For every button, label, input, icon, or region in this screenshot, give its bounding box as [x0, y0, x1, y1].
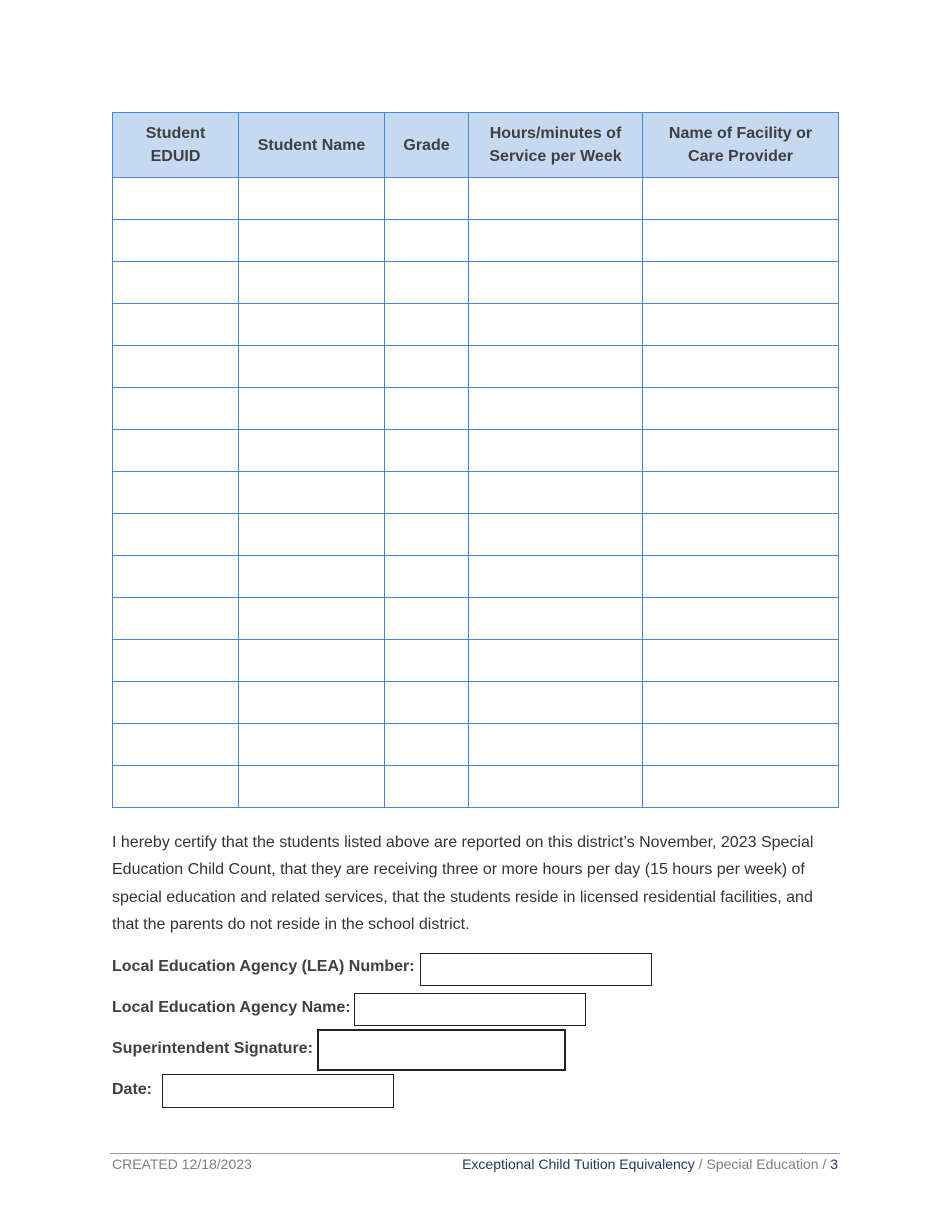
table-cell-name [239, 724, 385, 766]
date-field[interactable] [162, 1074, 394, 1108]
hours-cell-input[interactable] [469, 640, 642, 681]
eduid-cell-input[interactable] [113, 304, 238, 345]
table-cell-name [239, 262, 385, 304]
lea-number-field[interactable] [420, 953, 652, 986]
grade-cell-input[interactable] [385, 304, 468, 345]
table-cell-facility [643, 220, 839, 262]
facility-cell-input[interactable] [643, 766, 838, 807]
table-cell-facility [643, 682, 839, 724]
table-cell-facility [643, 472, 839, 514]
table-cell-hours [469, 724, 643, 766]
table-cell-name [239, 178, 385, 220]
grade-cell-input[interactable] [385, 766, 468, 807]
name-cell-input[interactable] [239, 514, 384, 555]
table-cell-facility [643, 766, 839, 808]
table-row [113, 514, 839, 556]
table-cell-eduid [113, 556, 239, 598]
table-cell-eduid [113, 598, 239, 640]
table-cell-name [239, 220, 385, 262]
eduid-cell-input[interactable] [113, 346, 238, 387]
table-cell-grade [385, 724, 469, 766]
name-cell-input[interactable] [239, 556, 384, 597]
eduid-cell-input[interactable] [113, 556, 238, 597]
certification-statement: I hereby certify that the students listed above are reported on this district’s November, 2023 Special Education Child Count, that they are receiving three or more hours per day (15 hours per week) of special education and related services, that the students reside in licensed residential facilities, and that the parents do not reside in the school district. [112, 834, 814, 933]
table-cell-name [239, 682, 385, 724]
table-row [113, 430, 839, 472]
hours-cell-input[interactable] [469, 724, 642, 765]
eduid-cell-input[interactable] [113, 430, 238, 471]
grade-cell-input[interactable] [385, 430, 468, 471]
table-row [113, 346, 839, 388]
table-row [113, 304, 839, 346]
name-cell-input[interactable] [239, 304, 384, 345]
table-cell-grade [385, 178, 469, 220]
table-cell-name [239, 598, 385, 640]
grade-cell-input[interactable] [385, 640, 468, 681]
table-cell-name [239, 514, 385, 556]
table-cell-facility [643, 346, 839, 388]
eduid-cell-input[interactable] [113, 598, 238, 639]
name-cell-input[interactable] [239, 220, 384, 261]
name-cell-input[interactable] [239, 388, 384, 429]
table-cell-name [239, 388, 385, 430]
grade-cell-input[interactable] [385, 724, 468, 765]
name-cell-input[interactable] [239, 430, 384, 471]
footer-created-date: CREATED 12/18/2023 [112, 1156, 252, 1172]
facility-cell-input[interactable] [643, 598, 838, 639]
table-cell-eduid [113, 178, 239, 220]
date-label: Date: [112, 1081, 153, 1098]
eduid-cell-input[interactable] [113, 178, 238, 219]
grade-cell-input[interactable] [385, 598, 468, 639]
name-cell-input[interactable] [239, 472, 384, 513]
table-cell-facility [643, 598, 839, 640]
table-cell-facility [643, 640, 839, 682]
name-cell-input[interactable] [239, 766, 384, 807]
facility-cell-input[interactable] [643, 220, 838, 261]
facility-cell-input[interactable] [643, 556, 838, 597]
table-cell-grade [385, 346, 469, 388]
lea-name-field[interactable] [354, 993, 586, 1026]
header-facility-name: Name of Facility or Care Provider [643, 113, 839, 178]
table-cell-name [239, 346, 385, 388]
table-row [113, 472, 839, 514]
hours-cell-input[interactable] [469, 598, 642, 639]
facility-cell-input[interactable] [643, 262, 838, 303]
table-row [113, 598, 839, 640]
table-cell-hours [469, 472, 643, 514]
hours-cell-input[interactable] [469, 514, 642, 555]
table-cell-name [239, 472, 385, 514]
grade-cell-input[interactable] [385, 346, 468, 387]
name-cell-input[interactable] [239, 598, 384, 639]
lea-name-label: Local Education Agency Name: [112, 999, 351, 1016]
table-cell-hours [469, 304, 643, 346]
table-cell-grade [385, 472, 469, 514]
footer-separator: / [698, 1156, 703, 1172]
table-cell-grade [385, 220, 469, 262]
hours-cell-input[interactable] [469, 430, 642, 471]
grade-cell-input[interactable] [385, 178, 468, 219]
header-service-hours: Hours/minutes of Service per Week [469, 113, 643, 178]
header-student-name: Student Name [239, 113, 385, 178]
table-cell-eduid [113, 430, 239, 472]
table-row [113, 388, 839, 430]
table-cell-eduid [113, 346, 239, 388]
header-grade: Grade [385, 113, 469, 178]
superintendent-signature-label: Superintendent Signature: [112, 1040, 313, 1057]
hours-cell-input[interactable] [469, 262, 642, 303]
eduid-cell-input[interactable] [113, 262, 238, 303]
eduid-cell-input[interactable] [113, 640, 238, 681]
facility-cell-input[interactable] [643, 724, 838, 765]
table-cell-hours [469, 388, 643, 430]
superintendent-signature-field[interactable] [317, 1029, 566, 1071]
footer-document-info [462, 1156, 838, 1172]
hours-cell-input[interactable] [469, 178, 642, 219]
table-cell-grade [385, 388, 469, 430]
table-row [113, 556, 839, 598]
facility-cell-input[interactable] [643, 514, 838, 555]
hours-cell-input[interactable] [469, 220, 642, 261]
name-cell-input[interactable] [239, 346, 384, 387]
table-cell-hours [469, 346, 643, 388]
table-cell-eduid [113, 388, 239, 430]
table-cell-eduid [113, 682, 239, 724]
table-cell-hours [469, 766, 643, 808]
table-cell-eduid [113, 472, 239, 514]
footer-divider [110, 1153, 840, 1154]
table-cell-grade [385, 640, 469, 682]
facility-cell-input[interactable] [643, 682, 838, 723]
table-cell-hours [469, 430, 643, 472]
facility-cell-input[interactable] [643, 430, 838, 471]
table-cell-grade [385, 682, 469, 724]
hours-cell-input[interactable] [469, 472, 642, 513]
facility-cell-input[interactable] [643, 178, 838, 219]
table-cell-facility [643, 262, 839, 304]
table-cell-eduid [113, 304, 239, 346]
hours-cell-input[interactable] [469, 766, 642, 807]
facility-cell-input[interactable] [643, 640, 838, 681]
footer-document-title: Exceptional Child Tuition Equivalency [462, 1156, 695, 1172]
table-cell-eduid [113, 262, 239, 304]
table-row [113, 178, 839, 220]
facility-cell-input[interactable] [643, 388, 838, 429]
table-cell-hours [469, 682, 643, 724]
table-cell-hours [469, 178, 643, 220]
table-cell-eduid [113, 514, 239, 556]
grade-cell-input[interactable] [385, 262, 468, 303]
footer-section: Special Education [706, 1156, 819, 1172]
hours-cell-input[interactable] [469, 682, 642, 723]
table-cell-eduid [113, 640, 239, 682]
table-cell-facility [643, 430, 839, 472]
table-cell-name [239, 766, 385, 808]
facility-cell-input[interactable] [643, 304, 838, 345]
grade-cell-input[interactable] [385, 388, 468, 429]
header-student-eduid: Student EDUID [113, 113, 239, 178]
name-cell-input[interactable] [239, 262, 384, 303]
facility-cell-input[interactable] [643, 472, 838, 513]
hours-cell-input[interactable] [469, 346, 642, 387]
eduid-cell-input[interactable] [113, 724, 238, 765]
grade-cell-input[interactable] [385, 556, 468, 597]
eduid-cell-input[interactable] [113, 220, 238, 261]
hours-cell-input[interactable] [469, 304, 642, 345]
table-cell-grade [385, 430, 469, 472]
name-cell-input[interactable] [239, 178, 384, 219]
table-cell-grade [385, 304, 469, 346]
table-cell-facility [643, 304, 839, 346]
table-cell-grade [385, 262, 469, 304]
name-cell-input[interactable] [239, 640, 384, 681]
table-cell-eduid [113, 220, 239, 262]
table-cell-facility [643, 724, 839, 766]
table-row [113, 766, 839, 808]
table-row [113, 640, 839, 682]
eduid-cell-input[interactable] [113, 514, 238, 555]
grade-cell-input[interactable] [385, 220, 468, 261]
table-row [113, 682, 839, 724]
grade-cell-input[interactable] [385, 514, 468, 555]
table-cell-grade [385, 514, 469, 556]
student-roster-table [112, 112, 839, 808]
name-cell-input[interactable] [239, 724, 384, 765]
table-cell-hours [469, 640, 643, 682]
table-header-row [113, 113, 839, 178]
name-cell-input[interactable] [239, 682, 384, 723]
table-cell-name [239, 430, 385, 472]
table-cell-eduid [113, 766, 239, 808]
eduid-cell-input[interactable] [113, 388, 238, 429]
table-cell-hours [469, 556, 643, 598]
facility-cell-input[interactable] [643, 346, 838, 387]
table-cell-name [239, 640, 385, 682]
table-cell-facility [643, 514, 839, 556]
table-cell-hours [469, 220, 643, 262]
table-cell-hours [469, 514, 643, 556]
eduid-cell-input[interactable] [113, 472, 238, 513]
table-cell-facility [643, 556, 839, 598]
table-row [113, 220, 839, 262]
table-row [113, 724, 839, 766]
table-cell-facility [643, 388, 839, 430]
grade-cell-input[interactable] [385, 682, 468, 723]
table-cell-name [239, 304, 385, 346]
footer-separator: / [822, 1156, 827, 1172]
table-cell-grade [385, 556, 469, 598]
table-cell-name [239, 556, 385, 598]
table-cell-grade [385, 766, 469, 808]
grade-cell-input[interactable] [385, 472, 468, 513]
eduid-cell-input[interactable] [113, 682, 238, 723]
table-cell-facility [643, 178, 839, 220]
hours-cell-input[interactable] [469, 556, 642, 597]
table-cell-eduid [113, 724, 239, 766]
footer-page-number: 3 [830, 1156, 838, 1172]
eduid-cell-input[interactable] [113, 766, 238, 807]
table-body [113, 178, 839, 808]
hours-cell-input[interactable] [469, 388, 642, 429]
lea-number-label: Local Education Agency (LEA) Number: [112, 958, 415, 975]
table-cell-hours [469, 598, 643, 640]
table-row [113, 262, 839, 304]
table-cell-hours [469, 262, 643, 304]
table-cell-grade [385, 598, 469, 640]
